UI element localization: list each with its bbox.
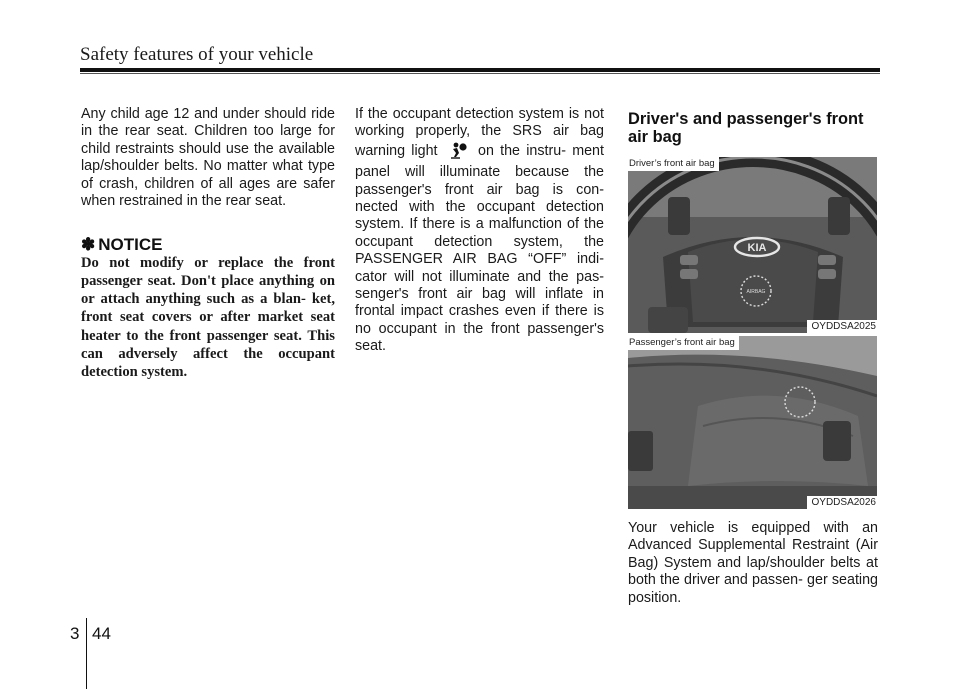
- notice-body: Do not modify or replace the front passenger seat. Don't place anything on or attach anything such as a blan- ket, front seat covers or after market seat heater to the front passenger seat. This can adversely affect the occupant detection system.: [81, 254, 335, 381]
- system-description-paragraph: Your vehicle is equipped with an Advanced Supplemental Restraint (Air Bag) System and lap/shoulder belts at both the driver and passen- ger seating position.: [628, 520, 878, 606]
- column-1: [81, 106, 335, 381]
- passenger-airbag-label: Passenger’s front air bag: [628, 336, 739, 350]
- header-rule: [80, 68, 880, 72]
- driver-photo-code: OYDDSA2025: [807, 320, 877, 333]
- notice-star-icon: ✽: [81, 235, 96, 255]
- airbag-warning-icon: [447, 141, 469, 164]
- column-3: [628, 110, 878, 607]
- child-seating-paragraph: Any child age 12 and under should ride in the rear seat. Children too large for child restraints should use the available lap/shoulder belts. No matter what type of crash, children of all ages are safer when restrained in the rear seat.: [81, 106, 335, 210]
- passenger-photo-code: OYDDSA2026: [807, 496, 877, 509]
- kia-logo: KIA: [747, 242, 767, 254]
- notice-heading: [81, 236, 335, 253]
- driver-airbag-label: Driver’s front air bag: [628, 157, 719, 171]
- dashboard-illustration: [628, 336, 877, 509]
- steering-wheel-illustration: [628, 157, 877, 333]
- occupant-detection-paragraph: [355, 106, 604, 356]
- chapter-number: 3: [70, 624, 80, 643]
- paragraph-part-2: on the instru- ment panel will illuminate because the passenger's front air bag is con- nected with the occupant detection system. If there is a malfunction of the occupant detection system, the PASSENGER AIR BAG “OFF” indi- cator will not illuminate and the pas- senger's front air bag will inflate in frontal impact crashes even if there is no occupant in the front passenger's seat.: [355, 142, 604, 355]
- footer-rule: [86, 618, 87, 689]
- passenger-airbag-photo: [628, 336, 877, 509]
- header-rule-thin: [80, 73, 880, 74]
- airbag-badge: AIRBAG: [746, 289, 766, 295]
- column-2: [355, 106, 604, 356]
- paragraph-part-1: If the occupant detection system is not working properly, the SRS air bag warning light: [355, 106, 604, 159]
- page-number: 44: [92, 624, 111, 643]
- notice-title: NOTICE: [98, 235, 163, 255]
- driver-airbag-photo: [628, 157, 877, 333]
- running-header: Safety features of your vehicle: [80, 44, 314, 65]
- section-title: Driver's and passenger's front air bag: [628, 110, 864, 146]
